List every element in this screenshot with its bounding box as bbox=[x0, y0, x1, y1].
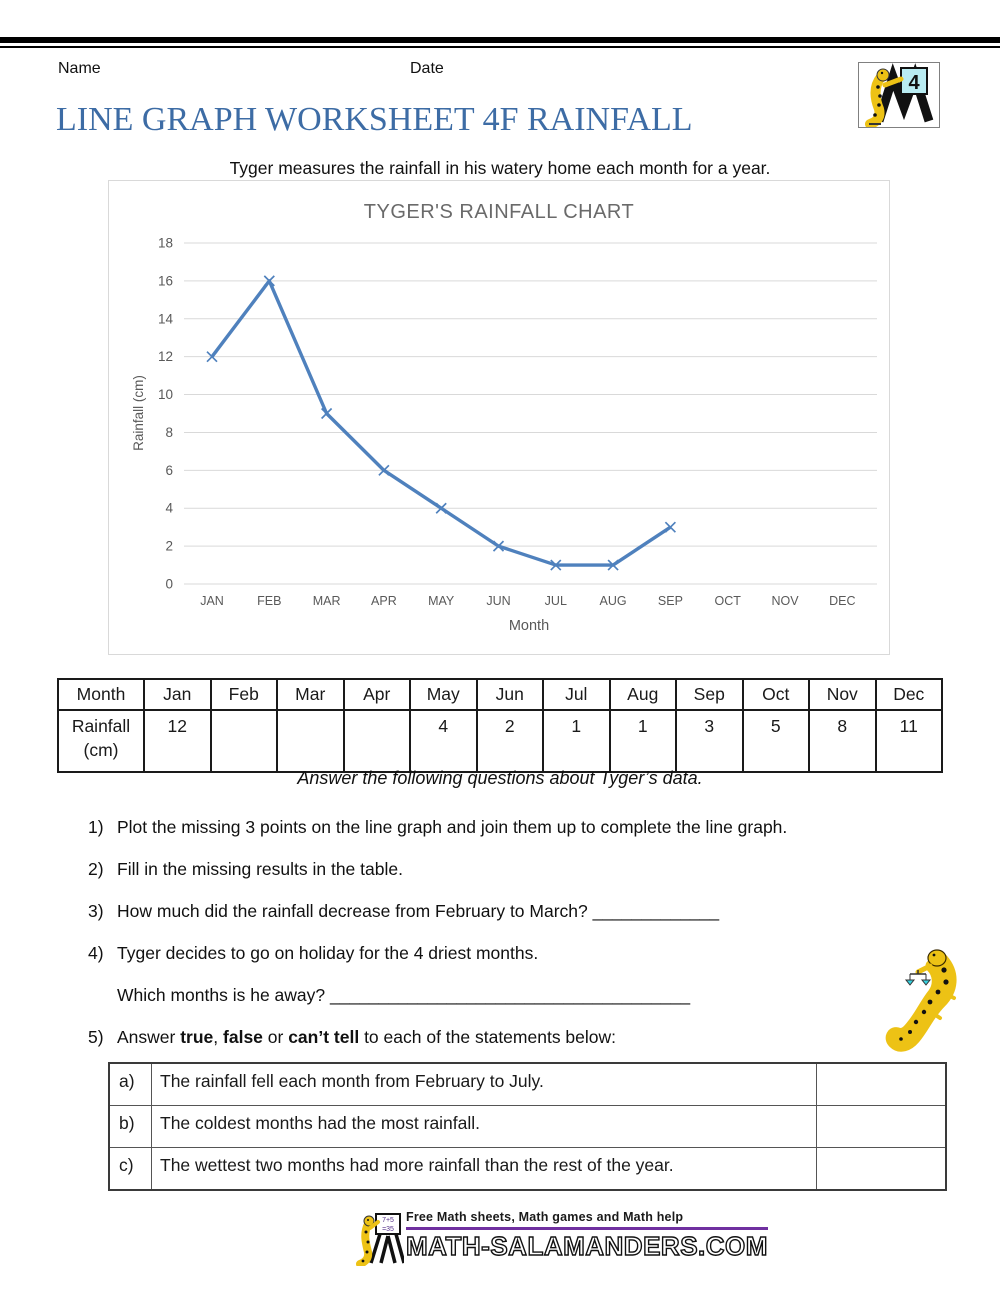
question-5-text: Answer true, false or can’t tell to each of the statements below: bbox=[117, 1027, 617, 1047]
x-tick-label: JUN bbox=[486, 594, 511, 608]
month-header-cell: Month bbox=[58, 679, 144, 710]
line-chart-svg bbox=[109, 181, 889, 654]
rainfall-row-label bbox=[58, 710, 144, 772]
month-name-cell: Jul bbox=[543, 679, 610, 710]
question-2-text: Fill in the missing results in the table. bbox=[117, 859, 403, 879]
y-tick-label: 14 bbox=[157, 311, 173, 327]
salamander-badge-icon bbox=[859, 63, 939, 127]
footer-salamander-easel-icon bbox=[356, 1212, 404, 1266]
statement-b-answer-cell bbox=[817, 1106, 947, 1148]
x-tick-label: MAR bbox=[312, 594, 341, 608]
y-tick-label: 8 bbox=[165, 424, 173, 440]
y-tick-label: 6 bbox=[165, 462, 173, 478]
question-2 bbox=[88, 859, 403, 880]
month-name-cell: Sep bbox=[676, 679, 743, 710]
rainfall-value-cell: 8 bbox=[809, 710, 876, 772]
month-name-cell: Jun bbox=[477, 679, 544, 710]
x-tick-label: MAY bbox=[428, 594, 455, 608]
y-tick-label: 0 bbox=[165, 576, 173, 592]
questions-prompt: Answer the following questions about Tyger’s data. bbox=[297, 768, 703, 788]
footer-divider bbox=[406, 1227, 768, 1230]
x-tick-label: OCT bbox=[714, 594, 741, 608]
month-name-cell: Apr bbox=[344, 679, 411, 710]
rainfall-value-cell: 12 bbox=[144, 710, 211, 772]
question-1-text: Plot the missing 3 points on the line graph and join them up to complete the line graph. bbox=[117, 817, 788, 837]
y-tick-label: 18 bbox=[157, 235, 173, 251]
footer-logo bbox=[356, 1210, 768, 1266]
statement-b-text: The coldest months had the most rainfall. bbox=[152, 1106, 817, 1148]
svg-text:4: 4 bbox=[908, 72, 920, 94]
rainfall-blank-cell bbox=[344, 710, 411, 772]
y-tick-label: 16 bbox=[157, 273, 173, 289]
statement-b-letter: b) bbox=[109, 1106, 152, 1148]
month-name-cell: Jan bbox=[144, 679, 211, 710]
rainfall-value-cell: 1 bbox=[543, 710, 610, 772]
chart-title: TYGER'S RAINFALL CHART bbox=[363, 201, 635, 223]
x-tick-label: JAN bbox=[200, 594, 224, 608]
rainfall-row-label-line: Rainfall bbox=[71, 716, 131, 736]
svg-text:7+5: 7+5 bbox=[382, 1217, 394, 1224]
x-tick-label: JUL bbox=[544, 594, 567, 608]
statement-row-b bbox=[109, 1106, 946, 1148]
rainfall-series-line bbox=[212, 281, 670, 565]
question-3-text: How much did the rainfall decrease from February to March? _____________ bbox=[117, 901, 720, 921]
x-tick-label: SEP bbox=[657, 594, 683, 608]
rainfall-values-row bbox=[58, 710, 942, 772]
rainfall-value-cell: 2 bbox=[477, 710, 544, 772]
date-label: Date bbox=[410, 60, 444, 77]
statement-row-a bbox=[109, 1063, 946, 1106]
month-header-row bbox=[58, 679, 942, 710]
rainfall-value-cell: 3 bbox=[676, 710, 743, 772]
rainfall-row-label-line: (cm) bbox=[83, 740, 119, 760]
question-3-number: 3) bbox=[88, 901, 104, 921]
statement-c-answer-cell bbox=[817, 1148, 947, 1191]
question-4b-text: Which months is he away? _____________________________________ bbox=[117, 985, 691, 1005]
footer-tagline: Free Math sheets, Math games and Math help bbox=[406, 1210, 684, 1224]
month-name-cell: Aug bbox=[610, 679, 677, 710]
footer-site-name: MATH-SALAMANDERS.COM bbox=[406, 1231, 768, 1261]
data-point-marker bbox=[665, 522, 675, 532]
month-name-cell: May bbox=[410, 679, 477, 710]
question-4 bbox=[88, 943, 538, 964]
month-name-cell: Oct bbox=[743, 679, 810, 710]
rainfall-line-chart bbox=[108, 180, 890, 655]
question-4-text: Tyger decides to go on holiday for the 4 driest months. bbox=[117, 943, 539, 963]
page-title: LINE GRAPH WORKSHEET 4F RAINFALL bbox=[56, 101, 693, 138]
question-4-continuation bbox=[117, 985, 690, 1006]
rainfall-blank-cell bbox=[277, 710, 344, 772]
statement-row-c bbox=[109, 1148, 946, 1191]
month-name-cell: Dec bbox=[876, 679, 943, 710]
worksheet-intro-text: Tyger measures the rainfall in his watery home each month for a year. bbox=[229, 158, 771, 178]
y-tick-label: 10 bbox=[157, 387, 173, 403]
x-tick-label: DEC bbox=[829, 594, 856, 608]
salamander-illustration bbox=[884, 944, 966, 1056]
statement-a-answer-cell bbox=[817, 1063, 947, 1106]
rainfall-value-cell: 4 bbox=[410, 710, 477, 772]
statement-a-letter: a) bbox=[109, 1063, 152, 1106]
y-tick-label: 4 bbox=[165, 500, 173, 516]
month-name-cell: Feb bbox=[211, 679, 278, 710]
y-tick-label: 12 bbox=[157, 349, 173, 365]
question-5-number: 5) bbox=[88, 1027, 104, 1047]
month-name-cell: Nov bbox=[809, 679, 876, 710]
math-salamanders-badge bbox=[858, 62, 940, 128]
x-tick-label: NOV bbox=[771, 594, 799, 608]
top-rule-thick bbox=[0, 37, 1000, 43]
statement-c-letter: c) bbox=[109, 1148, 152, 1191]
question-4-number: 4) bbox=[88, 943, 104, 963]
question-1 bbox=[88, 817, 787, 838]
y-tick-label: 2 bbox=[165, 538, 173, 554]
statements-table bbox=[108, 1062, 947, 1191]
rainfall-value-cell: 1 bbox=[610, 710, 677, 772]
name-label: Name bbox=[58, 60, 101, 77]
question-1-number: 1) bbox=[88, 817, 104, 837]
x-tick-label: FEB bbox=[257, 594, 282, 608]
question-3 bbox=[88, 901, 719, 922]
x-tick-label: AUG bbox=[599, 594, 627, 608]
rainfall-data-table bbox=[57, 678, 943, 773]
question-5 bbox=[88, 1027, 616, 1048]
x-tick-label: APR bbox=[371, 594, 397, 608]
x-axis-title: Month bbox=[508, 618, 550, 634]
question-2-number: 2) bbox=[88, 859, 104, 879]
y-axis-title: Rainfall (cm) bbox=[131, 375, 146, 451]
statement-c-text: The wettest two months had more rainfall than the rest of the year. bbox=[152, 1148, 817, 1191]
rainfall-blank-cell bbox=[211, 710, 278, 772]
top-rule-thin bbox=[0, 46, 1000, 48]
svg-text:=35: =35 bbox=[382, 1226, 394, 1233]
statement-a-text: The rainfall fell each month from February to July. bbox=[152, 1063, 817, 1106]
rainfall-value-cell: 11 bbox=[876, 710, 943, 772]
month-name-cell: Mar bbox=[277, 679, 344, 710]
rainfall-value-cell: 5 bbox=[743, 710, 810, 772]
